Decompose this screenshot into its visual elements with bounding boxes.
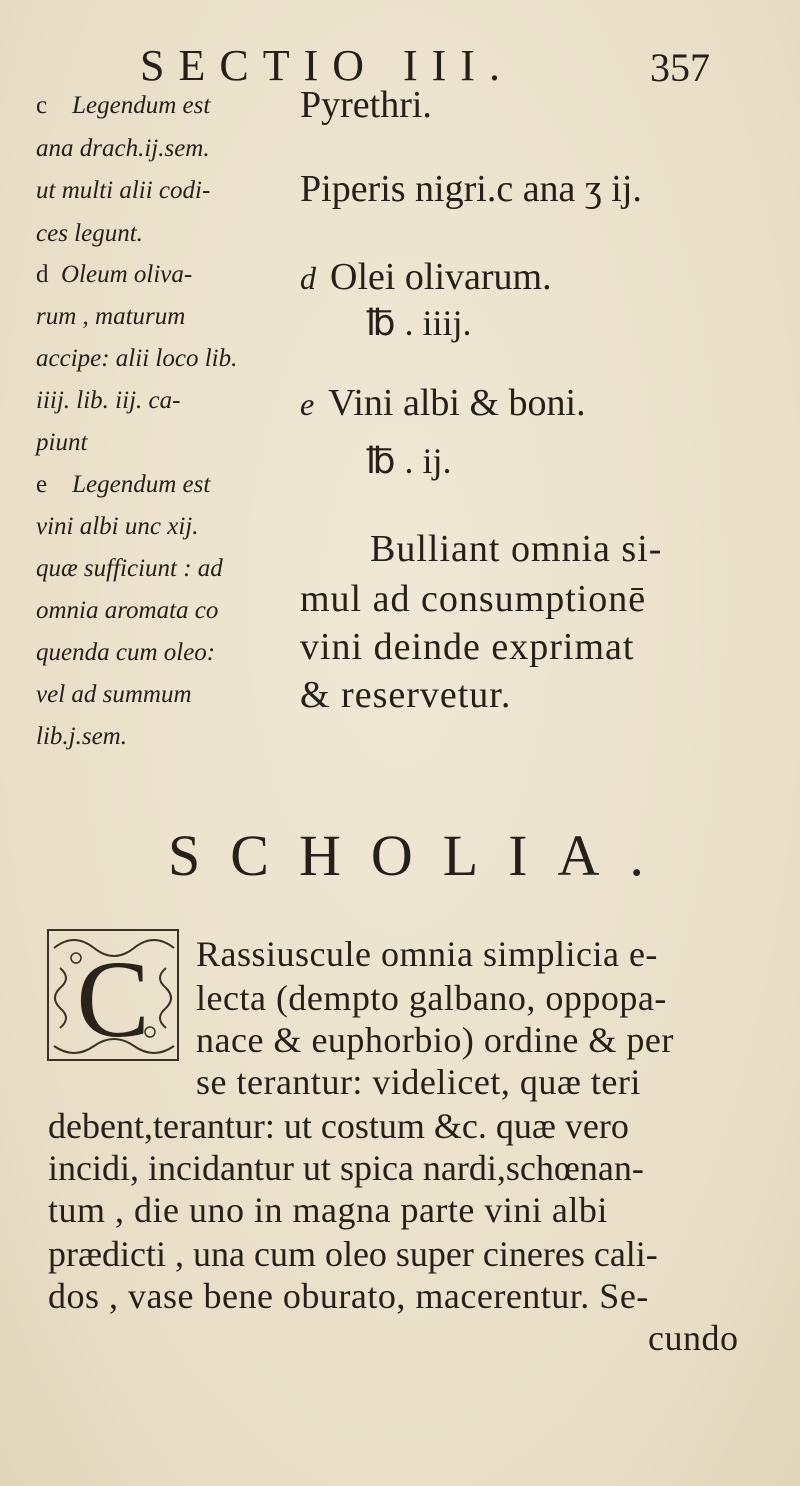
margin-note-line: accipe: alii loco lib. (36, 345, 238, 372)
margin-note-line: iiij. lib. iij. ca- (36, 387, 181, 414)
scholia-line: dos , vase bene oburato, macerentur. Se- (48, 1276, 649, 1316)
catchword: cundo (648, 1318, 739, 1358)
scholia-line: nace & euphorbio) ordine & per (196, 1020, 674, 1060)
scholia-heading: SCHOLIA. (168, 823, 674, 888)
margin-note-line: omnia aromata co (36, 597, 219, 624)
margin-note-line: quenda cum oleo: (36, 639, 216, 666)
decorated-initial (46, 928, 180, 1062)
margin-note-line: ut multi alii codi- (36, 177, 211, 204)
margin-note-line: vini albi unc xij. (36, 513, 199, 540)
scholia-line: Rassiuscule omnia simplicia e- (196, 934, 658, 974)
instruction-line: mul ad consumptionē (300, 578, 647, 620)
scholia-line: se terantur: videlicet, quæ teri (196, 1062, 641, 1102)
scholia-line: tum , die uno in magna parte vini albi (48, 1190, 608, 1230)
margin-note-line: e Legendum est (36, 471, 211, 498)
recipe-line: d Olei olivarum. (300, 256, 552, 298)
margin-note-line: vel ad summum (36, 681, 192, 708)
margin-note-line: rum , maturum (36, 303, 186, 330)
margin-note-line: quæ sufficiunt : ad (36, 555, 223, 582)
recipe-line: ℔ . ij. (366, 441, 452, 481)
scholia-line: debent,terantur: ut costum &c. quæ vero (48, 1106, 629, 1146)
recipe-line: e Vini albi & boni. (300, 382, 586, 424)
margin-note-line: ana drach.ij.sem. (36, 135, 210, 162)
margin-note-line: d Oleum oliva- (36, 261, 193, 288)
page-number: 357 (650, 45, 710, 90)
instruction-line: Bulliant omnia si- (370, 528, 663, 570)
scholia-line: lecta (dempto galbano, oppopa- (196, 978, 667, 1018)
recipe-line: Pyrethri. (300, 84, 432, 126)
running-head: SECTIO III. (140, 41, 514, 90)
scholia-line: incidi, incidantur ut spica nardi,schœnan- (48, 1148, 644, 1188)
margin-note-line: piunt (36, 429, 88, 456)
scholia-line: prædicti , una cum oleo super cineres cali- (48, 1234, 658, 1274)
margin-note-line: c Legendum est (36, 92, 211, 119)
instruction-line: vini deinde exprimat (300, 626, 635, 668)
margin-note-line: lib.j.sem. (36, 723, 127, 750)
instruction-line: & reservetur. (300, 674, 512, 716)
svg-text:C: C (76, 938, 150, 1060)
recipe-line: ℔ . iiij. (366, 303, 472, 343)
ornament-icon (46, 928, 180, 1062)
margin-note-line: ces legunt. (36, 220, 143, 247)
recipe-line: Piperis nigri.c ana ʒ ij. (300, 168, 642, 210)
